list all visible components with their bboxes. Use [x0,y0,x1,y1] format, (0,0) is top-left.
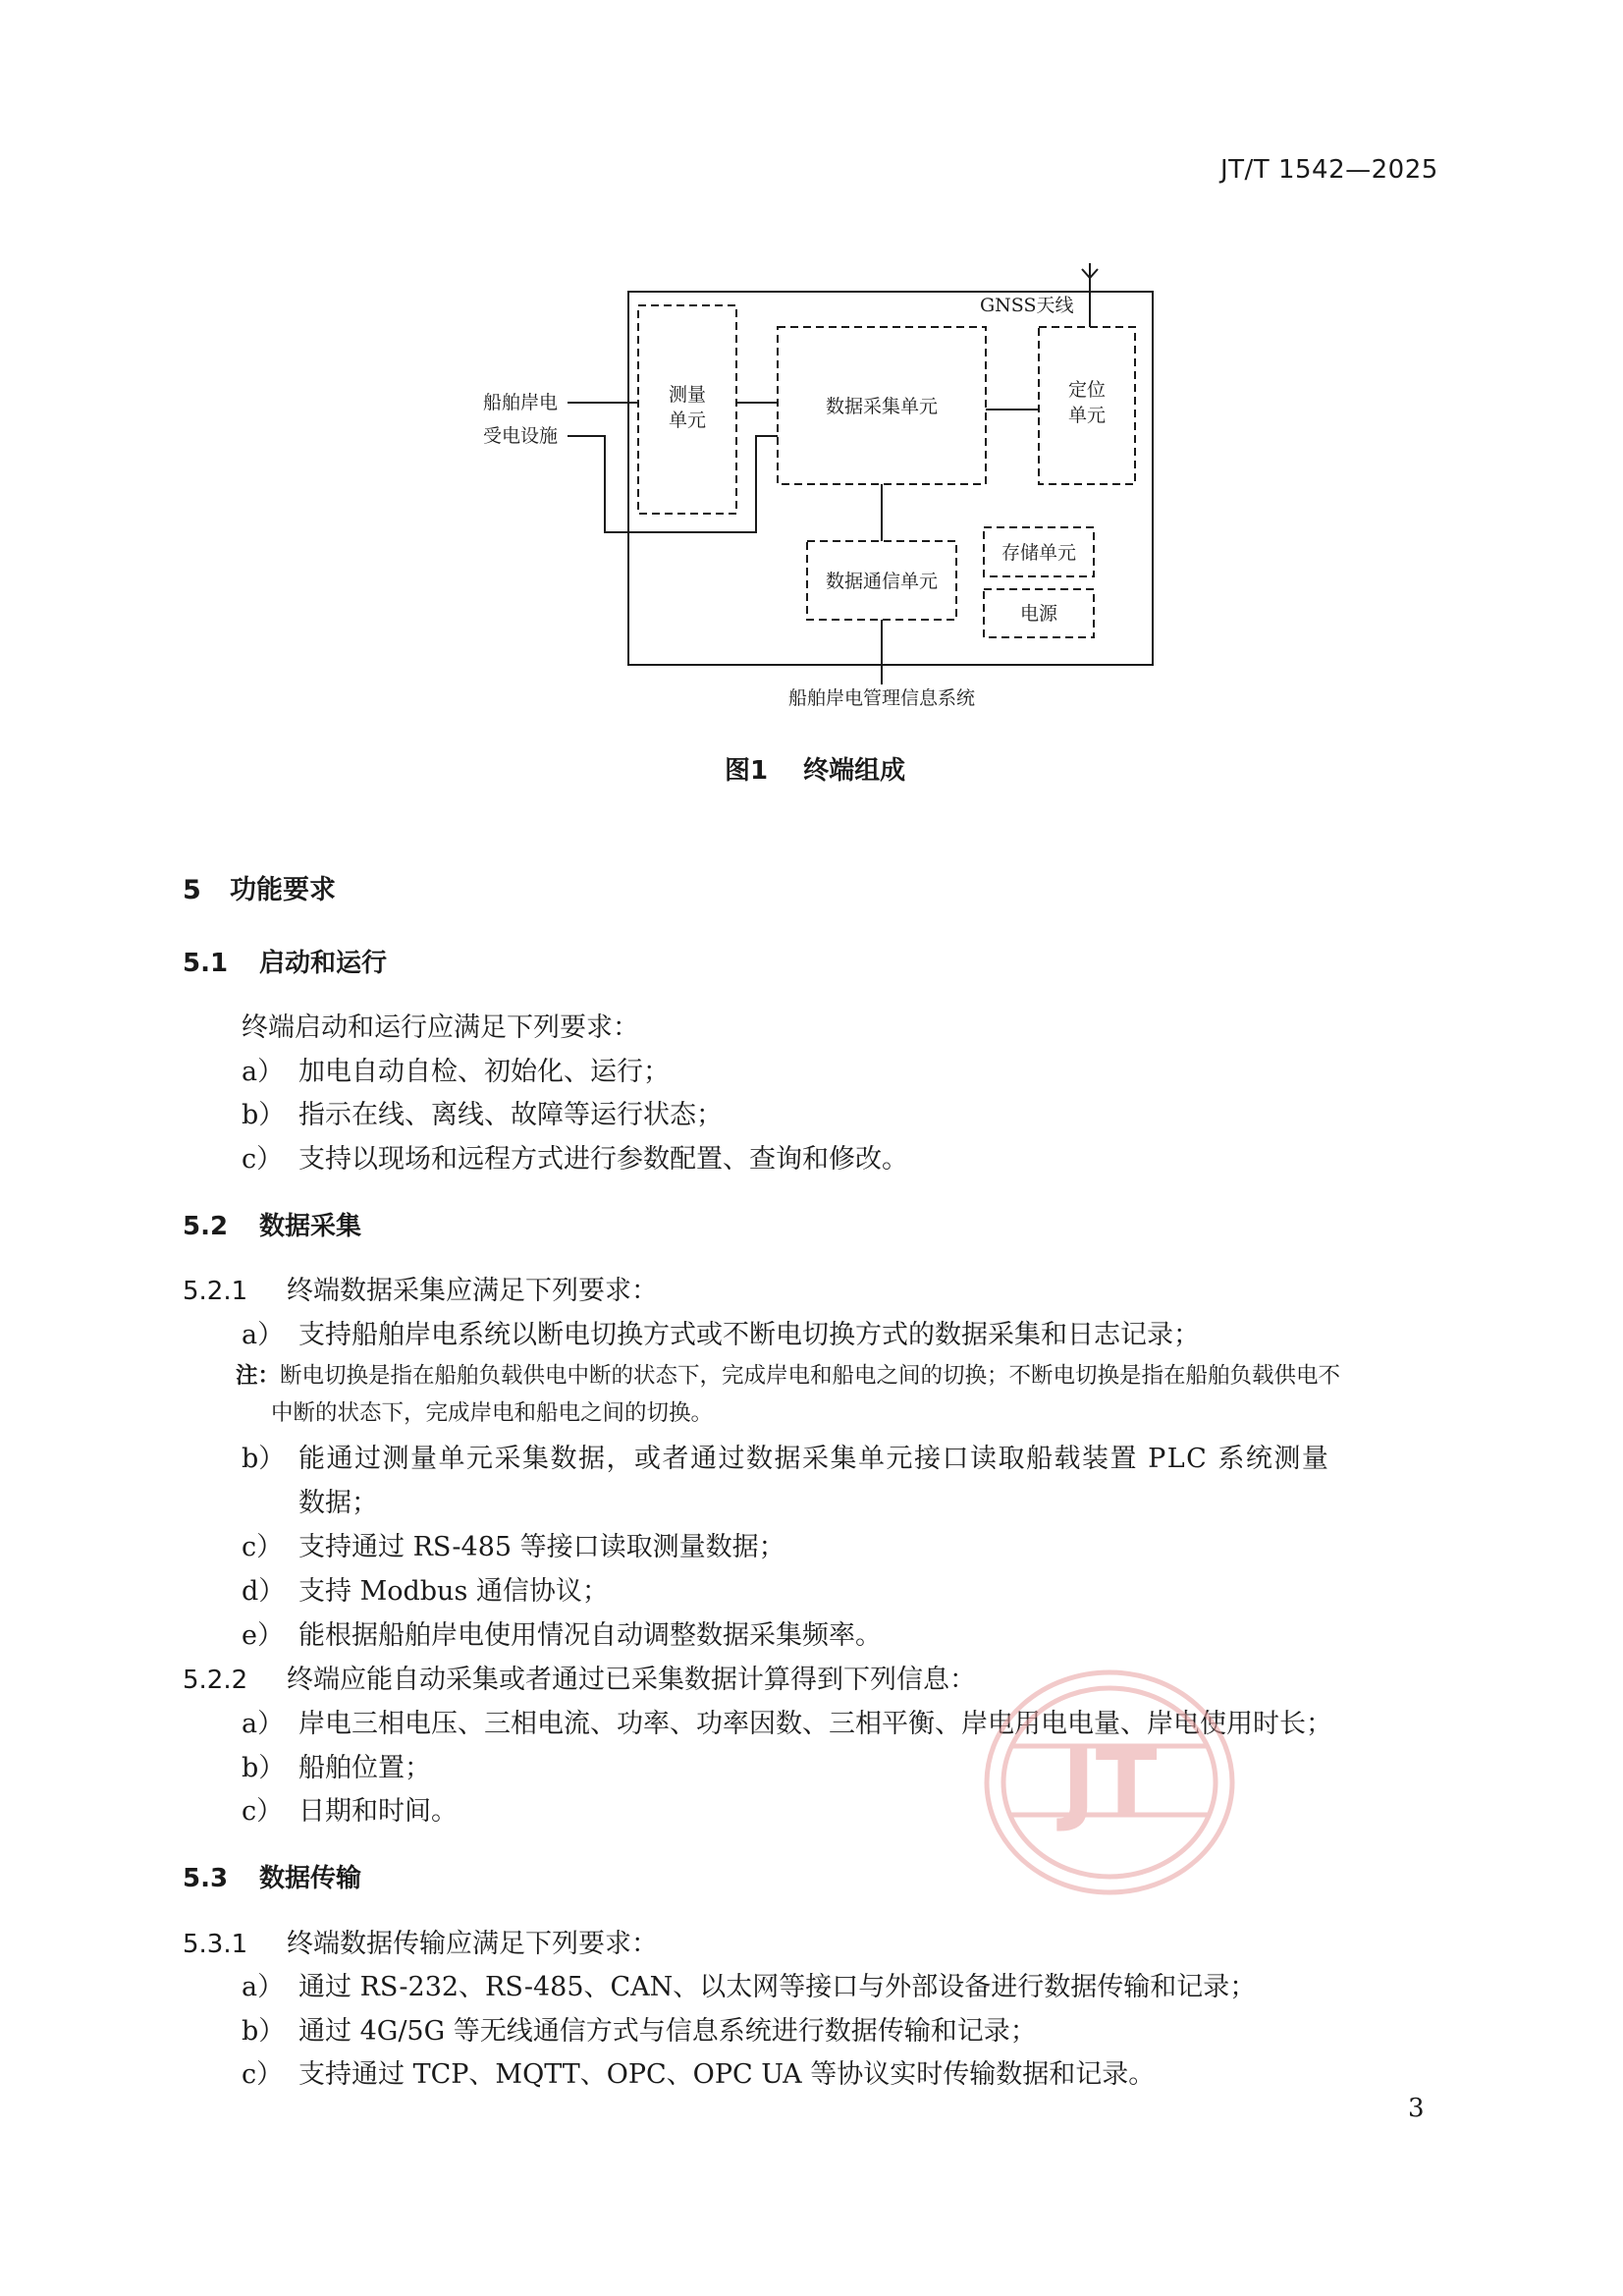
item-text: 岸电三相电压、三相电流、功率、功率因数、三相平衡、岸电用电电量、岸电使用时长； [298,1709,1332,1739]
list-item [242,1613,882,1652]
management-system-label: 船舶岸电管理信息系统 [787,687,976,709]
figure-caption [725,750,905,787]
section-number: 5.2 [183,1212,229,1241]
item-label: c） [242,2059,284,2090]
item-text: 通过 RS-232、RS-485、CAN、以太网等接口与外部设备进行数据传输和记录； [298,1972,1257,2002]
list-item [242,2009,1037,2048]
terminal-composition-diagram [461,246,1178,717]
clause-5-2-2 [183,1658,976,1696]
clause-text: 终端应能自动采集或者通过已采集数据计算得到下列信息： [287,1665,976,1695]
section-5-3-heading [183,1858,361,1894]
page-number: 3 [1408,2094,1425,2123]
note [236,1358,1340,1390]
list-item [242,1313,1200,1351]
item-text: 支持以现场和远程方式进行参数配置、查询和修改。 [298,1144,908,1175]
list-item [242,1050,670,1088]
item-label: d） [242,1576,286,1607]
seal-lettering: JT [1061,1729,1158,1834]
paragraph: 终端启动和运行应满足下列要求： [242,1012,639,1043]
item-text: 支持通过 TCP、MQTT、OPC、OPC UA 等协议实时传输数据和记录。 [298,2059,1156,2090]
figure-number: 图1 [725,756,769,786]
item-label: c） [242,1796,284,1827]
measurement-unit-line2: 单元 [668,410,707,431]
item-text: 加电自动自检、初始化、运行； [298,1057,670,1087]
item-text: 指示在线、离线、故障等运行状态； [298,1100,723,1130]
comm-unit-label: 数据通信单元 [825,571,939,592]
section-title: 启动和运行 [259,949,388,978]
item-text: 支持通过 RS-485 等接口读取测量数据； [298,1532,785,1562]
positioning-unit-line1: 定位 [1067,379,1107,401]
item-label: a） [242,1320,285,1350]
item-text: 能根据船舶岸电使用情况自动调整数据采集频率。 [298,1620,882,1651]
section-5-heading [183,868,336,906]
gnss-antenna-label: GNSS天线 [980,295,1074,316]
item-text: 通过 4G/5G 等无线通信方式与信息系统进行数据传输和记录； [298,2016,1037,2047]
item-label: b） [242,1444,286,1474]
clause-text: 终端数据传输应满足下列要求： [287,1929,658,1959]
item-label: a） [242,1057,285,1087]
item-label: a） [242,1709,285,1739]
item-label: e） [242,1620,284,1651]
list-item [242,1093,723,1131]
terminal-enclosure [628,292,1153,665]
clause-number: 5.2.1 [183,1277,248,1306]
note-text-line1: 断电切换是指在船舶负载供电中断的状态下，完成岸电和船电之间的切换；不断电切换是指在船舶负载供电不 [280,1363,1341,1389]
list-item-continuation: 数据； [298,1488,378,1518]
list-item [242,1569,609,1608]
list-item [242,1437,1329,1475]
item-text: 支持 Modbus 通信协议； [298,1576,609,1607]
positioning-unit-line2: 单元 [1067,405,1107,426]
section-number: 5 [183,875,201,905]
clause-5-3-1 [183,1922,658,1960]
figure-title: 终端组成 [803,756,906,786]
clause-number: 5.3.1 [183,1930,248,1959]
item-text: 能通过测量单元采集数据，或者通过数据采集单元接口读取船载装置 PLC 系统测量 [298,1444,1330,1474]
clause-text: 终端数据采集应满足下列要求： [287,1276,658,1306]
section-5-2-heading [183,1206,361,1242]
list-item [242,1137,908,1175]
section-title: 数据传输 [259,1864,362,1893]
jt-watermark-seal [972,1660,1247,1905]
item-text: 日期和时间。 [298,1796,458,1827]
acquisition-unit-label: 数据采集单元 [825,396,939,417]
measurement-unit-line1: 测量 [668,384,707,406]
list-item [242,1746,431,1784]
item-label: b） [242,2016,286,2047]
clause-5-2-1 [183,1269,658,1307]
list-item [242,1965,1256,2003]
note-label: 注： [236,1363,281,1389]
item-label: b） [242,1100,286,1130]
note-continuation: 中断的状态下，完成岸电和船电之间的切换。 [271,1400,714,1426]
item-label: b） [242,1753,286,1783]
item-text: 支持船舶岸电系统以断电切换方式或不断电切换方式的数据采集和日志记录； [298,1320,1200,1350]
clause-number: 5.2.2 [183,1666,248,1695]
list-item [242,2052,1155,2091]
receiving-facility-line [568,436,778,532]
section-5-1-heading [183,943,387,979]
item-label: a） [242,1972,285,2002]
section-number: 5.1 [183,949,229,978]
item-label: c） [242,1144,284,1175]
list-item [242,1789,458,1828]
left-label-line1: 船舶岸电 [483,392,559,413]
storage-unit-label: 存储单元 [1001,542,1077,564]
power-unit-label: 电源 [1019,603,1058,625]
list-item [242,1525,785,1563]
item-text: 船舶位置； [298,1753,431,1783]
section-number: 5.3 [183,1864,229,1893]
section-title: 数据采集 [259,1212,362,1241]
left-label-line2: 受电设施 [483,425,559,447]
item-label: c） [242,1532,284,1562]
document-code: JT/T 1542—2025 [1220,155,1438,185]
section-title: 功能要求 [230,875,336,905]
